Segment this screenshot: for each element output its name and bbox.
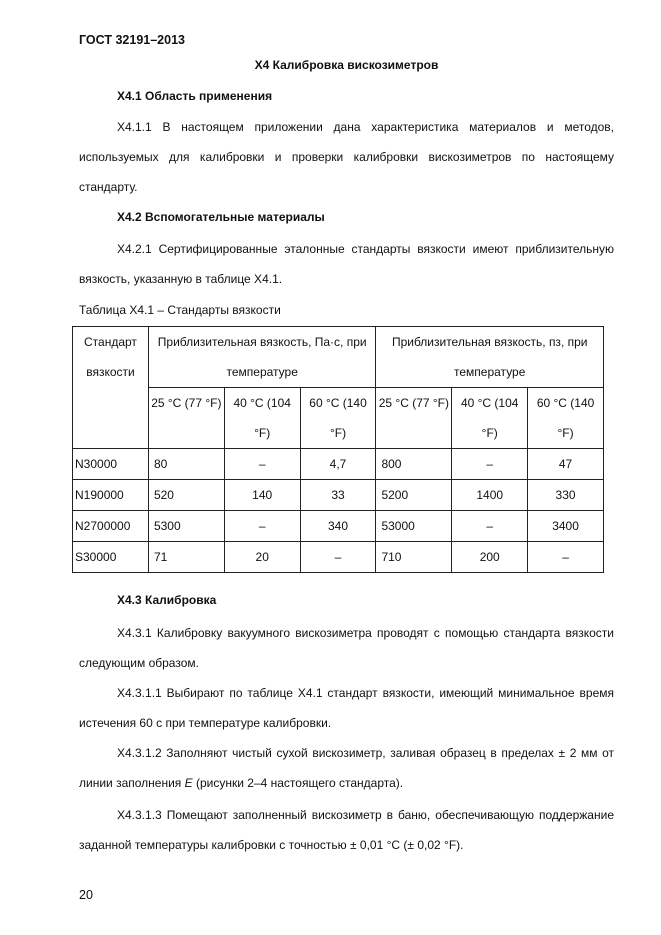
row-standard-name: S30000: [73, 542, 149, 573]
section-heading-x42: Х4.2 Вспомогательные материалы: [117, 210, 325, 224]
table-row: [73, 480, 604, 511]
row-standard-name: N2700000: [73, 511, 149, 542]
table-cell: 330: [528, 480, 604, 511]
column-group-poise: Приблизительная вязкость, пз, при температуре: [376, 327, 604, 388]
table-cell: 71: [148, 542, 224, 573]
fill-line-label: E: [184, 776, 193, 790]
table-cell: 5200: [376, 480, 452, 511]
page-number: 20: [79, 888, 93, 902]
viscosity-standards-table: [72, 326, 604, 573]
temp-header: 40 °C (104 °F): [224, 388, 300, 449]
row-standard-name: N30000: [73, 449, 149, 480]
table-cell: 710: [376, 542, 452, 573]
table-caption: Таблица Х4.1 – Стандарты вязкости: [79, 303, 281, 317]
temp-header: 25 °C (77 °F): [376, 388, 452, 449]
paragraph-x4313: Х4.3.1.3 Помещают заполненный вискозиметр в баню, обеспечивающую поддержание заданной температуры калибровки с точностью ± 0,01 °C (± 0,02 °F).: [79, 808, 614, 852]
paragraph-x431: Х4.3.1 Калибровку вакуумного вискозиметра проводят с помощью стандарта вязкости следующим образом.: [79, 626, 614, 670]
table-cell: 1400: [452, 480, 528, 511]
column-header-standard: Стандарт вязкости: [73, 327, 149, 449]
table-cell: 800: [376, 449, 452, 480]
table-cell: 5300: [148, 511, 224, 542]
table-cell: –: [528, 542, 604, 573]
table-cell: 4,7: [300, 449, 376, 480]
table-cell: 80: [148, 449, 224, 480]
document-header: ГОСТ 32191–2013: [79, 33, 185, 47]
paragraph-x4312: [79, 738, 614, 798]
paragraph-text: (рисунки 2–4 настоящего стандарта).: [192, 776, 404, 790]
column-group-pa-s: Приблизительная вязкость, Па·с, при температуре: [148, 327, 376, 388]
table-row: [73, 511, 604, 542]
temp-header: 25 °C (77 °F): [148, 388, 224, 449]
table-row: [73, 449, 604, 480]
table-cell: 3400: [528, 511, 604, 542]
paragraph-x4311: Х4.3.1.1 Выбирают по таблице Х4.1 стандарт вязкости, имеющий минимальное время истечения 60 с при температуре калибровки.: [79, 686, 614, 730]
table-cell: –: [452, 511, 528, 542]
paragraph-text: Х4.3.1.2 Заполняют чистый сухой вискозиметр, заливая образец в пределах ± 2 мм от линии заполнения: [79, 746, 614, 790]
table-cell: 20: [224, 542, 300, 573]
table-cell: 520: [148, 480, 224, 511]
table-cell: 140: [224, 480, 300, 511]
table-cell: 200: [452, 542, 528, 573]
table-row: [73, 542, 604, 573]
table-cell: 33: [300, 480, 376, 511]
table-cell: –: [224, 511, 300, 542]
paragraph-x411: Х4.1.1 В настоящем приложении дана характеристика материалов и методов, используемых для калибровки и проверки калибровки вискозиметров по настоящему стандарту.: [79, 120, 614, 194]
table-cell: 47: [528, 449, 604, 480]
table-cell: 340: [300, 511, 376, 542]
appendix-title: Х4 Калибровка вискозиметров: [254, 58, 439, 72]
table-cell: –: [452, 449, 528, 480]
paragraph-x421: Х4.2.1 Сертифицированные эталонные стандарты вязкости имеют приблизительную вязкость, указанную в таблице Х4.1.: [79, 242, 614, 286]
table-cell: –: [300, 542, 376, 573]
table-cell: –: [224, 449, 300, 480]
row-standard-name: N190000: [73, 480, 149, 511]
temp-header: 40 °C (104 °F): [452, 388, 528, 449]
section-heading-x43: Х4.3 Калибровка: [117, 593, 217, 607]
temp-header: 60 °C (140 °F): [300, 388, 376, 449]
section-heading-x41: Х4.1 Область применения: [117, 89, 273, 103]
table-cell: 53000: [376, 511, 452, 542]
temp-header: 60 °C (140 °F): [528, 388, 604, 449]
